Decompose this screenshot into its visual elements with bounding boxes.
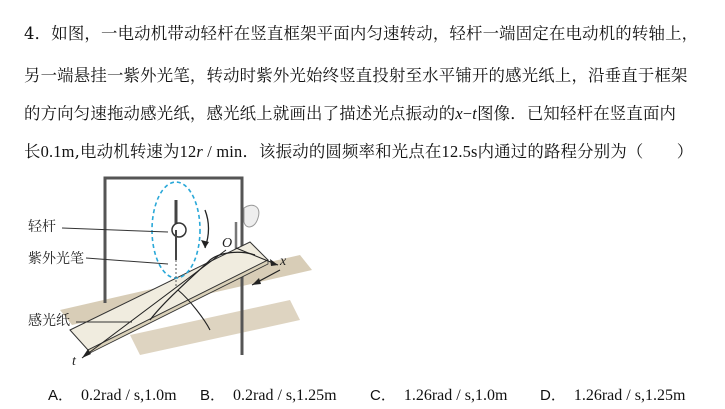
pen-label: 紫外光笔 <box>28 251 84 267</box>
paper-label: 感光纸 <box>28 313 70 329</box>
option-a[interactable]: A． 0.2rad / s,1.0m <box>48 387 177 404</box>
option-c[interactable]: C． 1.26rad / s,1.0m <box>370 387 508 404</box>
t-axis-label: t <box>72 354 76 369</box>
question-number: 4 <box>24 24 35 43</box>
rod-label: 轻杆 <box>28 219 56 235</box>
option-d[interactable]: D． 1.26rad / s,1.25m <box>540 387 686 404</box>
answer-options <box>0 384 725 408</box>
apparatus-figure <box>0 160 330 375</box>
question-line-3: 的方向匀速拖动感光纸，感光纸上就画出了描述光点振动的x−t图像．已知轻杆在竖直面内 <box>24 104 677 123</box>
question-line-4: 长0.1m,电动机转速为12r / min．该振动的圆频率和光点在12.5s内通过的路程分别为（ ） <box>24 142 694 161</box>
question-line-1: 4．如图，一电动机带动轻杆在竖直框架平面内匀速转动，轻杆一端固定在电动机的转轴上， <box>24 24 699 43</box>
question-line-2: 另一端悬挂一紫外光笔，转动时紫外光始终竖直投射至水平铺开的感光纸上，沿垂直于框架 <box>24 66 688 85</box>
origin-label: O <box>222 236 233 251</box>
pen-leader <box>86 258 168 264</box>
x-axis-label: x <box>280 254 287 269</box>
option-b[interactable]: B． 0.2rad / s,1.25m <box>200 387 337 404</box>
motor <box>172 223 186 237</box>
hand-icon <box>244 205 259 227</box>
